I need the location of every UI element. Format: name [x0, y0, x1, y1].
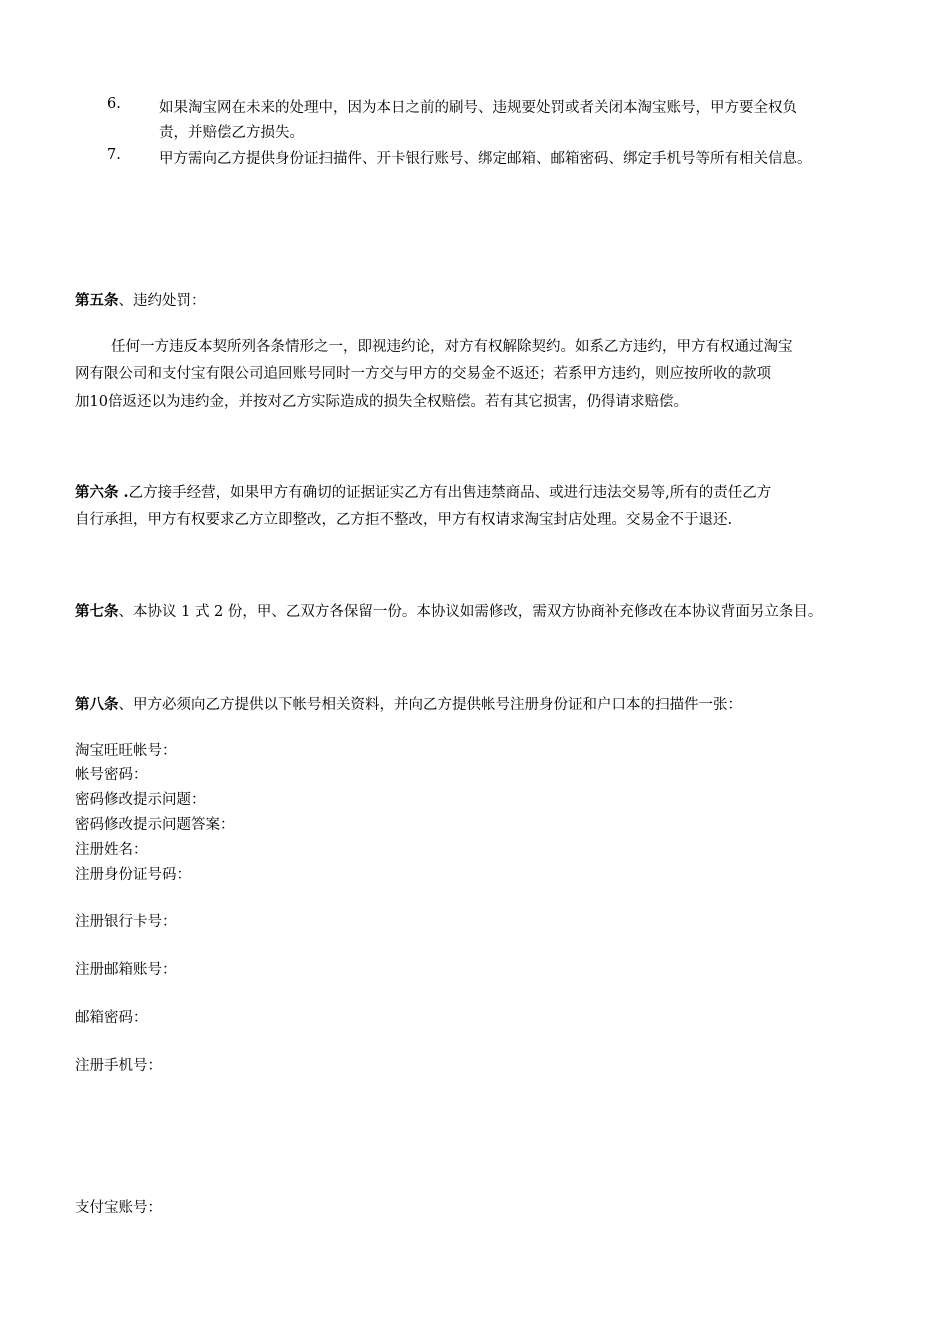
article-5-title: 、违约处罚： — [118, 293, 206, 309]
list-number: 6. — [107, 96, 121, 112]
article-6-text-line1: 乙方接手经营，如果甲方有确切的证据证实乙方有出售违禁商品、或进行违法交易等,所有的责任乙方 — [128, 485, 772, 501]
article-5-body-cont — [75, 360, 875, 416]
article-8 — [75, 693, 742, 714]
field-email-password-label: 邮箱密码： — [75, 1010, 148, 1026]
article-6-line1 — [75, 481, 771, 502]
article-8-heading: 第八条 — [75, 696, 119, 713]
article-5-body — [111, 333, 911, 361]
field-bank-card-label: 注册银行卡号： — [75, 914, 177, 930]
field-reg-id-label: 注册身份证号码： — [75, 867, 191, 883]
field-reg-name-label: 注册姓名： — [75, 842, 148, 858]
article-6-dot: . — [118, 484, 129, 501]
article-5-line: 加10倍返还以为违约金，并按对乙方实际造成的损失全权赔偿。若有其它损害，仍得请求赔偿。 — [75, 394, 688, 410]
field-phone-label: 注册手机号： — [75, 1058, 162, 1074]
list-item-text-line2: 责，并赔偿乙方损失。 — [159, 125, 304, 141]
list-item-text-line1: 如果淘宝网在未来的处理中，因为本日之前的刷号、违规要处罚或者关闭本淘宝账号，甲方要全权负 — [159, 100, 797, 116]
list-item-text-line1: 甲方需向乙方提供身份证扫描件、开卡银行账号、绑定邮箱、邮箱密码、绑定手机号等所有相关信息。 — [159, 151, 812, 167]
article-7 — [75, 600, 822, 621]
field-wangwang-label: 淘宝旺旺帐号： — [75, 743, 177, 759]
article-5-line: 网有限公司和支付宝有限公司追回账号同时一方交与甲方的交易金不返还；若系甲方违约，则应按所收的款项 — [75, 366, 771, 382]
article-8-text: 、甲方必须向乙方提供以下帐号相关资料，并向乙方提供帐号注册身份证和户口本的扫描件一张： — [118, 697, 742, 713]
article-7-text: 、本协议 1 式 2 份，甲、乙双方各保留一份。本协议如需修改，需双方协商补充修改在本协议背面另立条目。 — [118, 604, 823, 620]
article-5-line: 任何一方违反本契所列各条情形之一，即视违约论，对方有权解除契约。如系乙方违约，甲方有权通过淘宝 — [111, 339, 793, 355]
field-alipay-label: 支付宝账号： — [75, 1200, 162, 1216]
article-5-heading: 第五条 — [75, 292, 119, 309]
field-hint-question-label: 密码修改提示问题： — [75, 792, 206, 808]
list-number: 7. — [107, 147, 121, 163]
article-5-heading-row — [75, 289, 206, 310]
field-email-label: 注册邮箱账号： — [75, 962, 177, 978]
field-password-label: 帐号密码： — [75, 767, 148, 783]
article-6-heading: 第六条 — [75, 484, 119, 501]
field-hint-answer-label: 密码修改提示问题答案： — [75, 817, 235, 833]
article-6-line2: 自行承担，甲方有权要求乙方立即整改，乙方拒不整改，甲方有权请求淘宝封店处理。交易金不于退还. — [75, 512, 733, 528]
article-7-heading: 第七条 — [75, 603, 119, 620]
